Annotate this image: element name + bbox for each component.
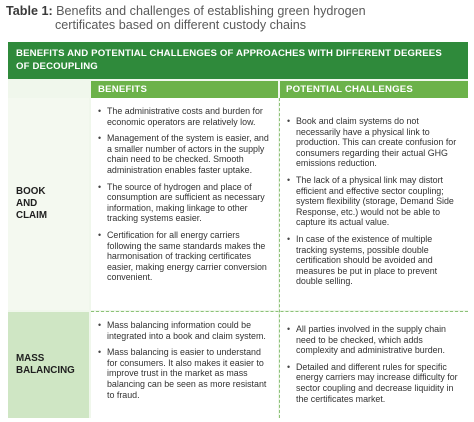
bullet-icon: • (98, 229, 102, 240)
list-item-text: Book and claim systems do not necessarily have a physical link to production. This can create confusion for consumers regarding their actual GHG emissions reduction. (296, 116, 457, 169)
list-item (98, 181, 272, 224)
bullet-icon: • (287, 324, 291, 334)
caption-line-1: Benefits and challenges of establishing green hydrogen (56, 4, 366, 18)
cell-mass-balancing-challenges (280, 312, 468, 418)
list-item-text: The lack of a physical link may distort efficient and effective sector coupling; system flexibility (storage, Demand Side Response, etc.) would not be able to capture its actual value. (296, 174, 454, 228)
list-item (98, 229, 272, 283)
cell-mass-balancing-benefits (91, 312, 278, 418)
row-label-line: BOOK (16, 186, 46, 197)
column-header-challenges: POTENTIAL CHALLENGES (280, 81, 468, 98)
list-item-text: The source of hydrogen and place of consumption are sufficient as necessary information, making linkage to other tracking systems easier. (107, 181, 265, 224)
list-item-text: Management of the system is easier, and a smaller number of actors in the supply chain need to be checked. Smooth administration enables faster uptake. (107, 133, 269, 175)
bullet-icon: • (98, 320, 102, 330)
bullet-icon: • (98, 106, 102, 116)
list-item-text: In case of the existence of multiple tracking systems, possible double certification should be avoided and measures be put in place to prevent double selling. (296, 233, 438, 287)
list-item-text: Certification for all energy carriers following the same standards makes the harmonisation of tracking certificates easier, making energy carrier conversion convenient. (107, 229, 267, 283)
row-label-line: CLAIM (16, 210, 48, 221)
bullet-icon: • (98, 181, 102, 192)
list-item (98, 133, 272, 175)
row-divider (91, 311, 468, 312)
caption-line-2: certificates based on different custody chains (55, 18, 307, 32)
row-label-line: BALANCING (16, 365, 75, 376)
table-caption (6, 4, 468, 32)
list-item (287, 116, 462, 169)
column-header-benefits: BENEFITS (91, 81, 278, 98)
caption-label: Table 1: (6, 4, 53, 18)
bullet-icon: • (287, 361, 291, 372)
list-item-text: Mass balancing is easier to understand for consumers. It also makes it easier to improve trust in the market as mass balancing can be seen as more resistant to fraud. (107, 347, 267, 400)
cell-book-and-claim-benefits (91, 98, 278, 310)
row-label-line: MASS (16, 353, 45, 364)
row-label-book-and-claim (8, 98, 89, 310)
list-item (98, 106, 272, 127)
list-item-text: Mass balancing information could be integrated into a book and claim system. (107, 320, 266, 341)
row-label-line: AND (16, 198, 38, 209)
table-title-line-2: OF DECOUPLING (16, 61, 98, 72)
bullet-icon: • (287, 233, 291, 244)
list-item (287, 324, 462, 356)
list-item (98, 320, 272, 341)
list-item-text: All parties involved in the supply chain need to be checked, which adds complexity and administrative burden. (296, 324, 446, 356)
list-item-text: The administrative costs and burden for economic operators are relatively low. (107, 106, 263, 127)
list-item (287, 174, 462, 228)
comparison-table (8, 42, 468, 418)
list-item-text: Detailed and different rules for specific energy carriers may increase difficulty for sector coupling and decrease liquidity in the certificates market. (296, 361, 458, 404)
column-divider (279, 98, 280, 418)
list-item (98, 347, 272, 400)
cell-book-and-claim-challenges (280, 98, 468, 310)
table-title-line-1: BENEFITS AND POTENTIAL CHALLENGES OF APPROACHES WITH DIFFERENT DEGREES (16, 48, 442, 59)
list-item (287, 361, 462, 404)
bullet-icon: • (98, 133, 102, 144)
list-item (287, 233, 462, 287)
table-title (8, 42, 468, 79)
row-label-mass-balancing (8, 312, 89, 418)
bullet-icon: • (98, 347, 102, 358)
bullet-icon: • (287, 116, 291, 126)
bullet-icon: • (287, 174, 291, 185)
